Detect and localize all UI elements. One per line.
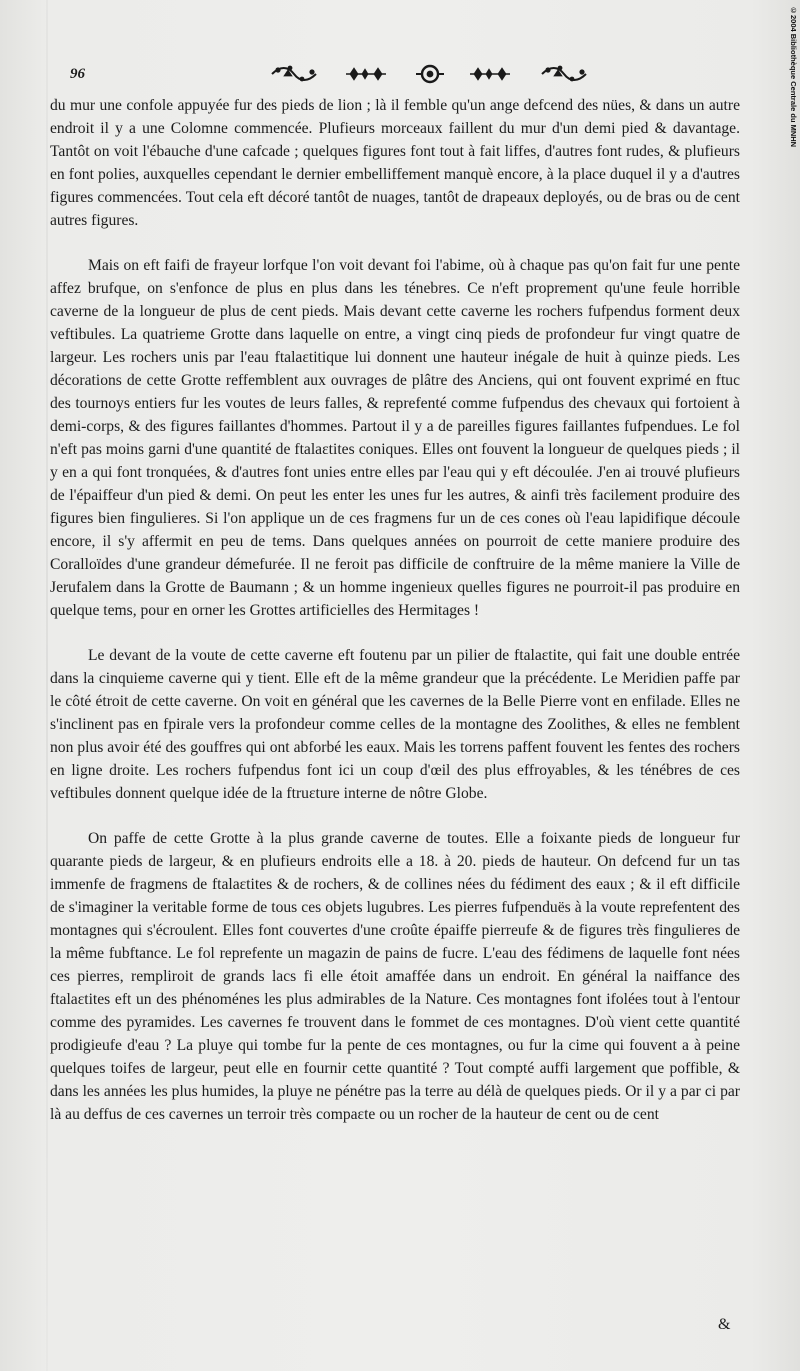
paragraph: Le devant de la voute de cette caverne eft foutenu par un pilier de ftalaɛtite, qui fait une double entrée dans la cinquieme caverne qui y tient. Elle eft de la même grandeur que la précédente. Le Meridien paffe par le côté étroit de cette caverne. On voit en général que les cavernes de la Belle Pierre vont en enfilade. Elles ne s'inclinent pas en fpirale vers la profondeur comme celles de la montagne des Zoolithes, & elles ne femblent non plus avoir été des gouffres qui ont abforbé les eaux. Mais les torrens paffent fouvent les fentes des rochers en ligne droite. Les rochers fufpendus font ici un coup d'œil des plus effroyables, & les ténébres de ces veftibules donnent quelque idée de la ftruɛture interne de nôtre Globe.	[50, 647, 740, 802]
page-number: 96	[70, 66, 85, 82]
library-watermark: ©2004 Bibliothèque Centrale du MNHN	[789, 6, 798, 148]
paragraph: Mais on eft faifi de frayeur lorfque l'on voit devant foi l'abime, où à chaque pas qu'on fait fur une pente affez brufque, on s'enfonce de plus en plus dans les ténebres. Ce n'eft proprement qu'une feule horrible caverne de la longueur de plus de cent pieds. Mais devant cette caverne les rochers fufpendus forment deux veftibules. La quatrieme Grotte dans laquelle on entre, a vingt cinq pieds de profondeur fur vingt quatre de largeur. Les rochers unis par l'eau ftalaɛtitique lui donnent une hauteur inégale de huit à quinze pieds. Les décorations de cette Grotte reffemblent aux ouvrages de plâtre des Anciens, qui ont fouvent exprimé en ftuc des tournoys entiers fur les voutes de leurs falles, & reprefenté comme fufpendus des chevaux qui fortoient à demi-corps, & des figures faillantes d'hommes. Partout il y a de pareilles figures faillantes fufpendues. Le fol n'eft pas moins garni d'une quantité de ftalaɛtites coniques. Elles ont fouvent la longueur de quelques pieds ; il y en a qui font tronquées, & d'autres font unies entre elles par l'eau qui y eft découlée. J'en ai trouvé plufieurs de l'épaiffeur d'un pied & demi. On peut les enter les unes fur les autres, & ainfi très facilement produire des figures bien fingulieres. Si l'on applique un de ces fragmens fur un de ces cones où l'eau lapidifique découle encore, il s'y affermit en peu de tems. Dans quelques années on pourroit de cette maniere produire des Coralloïdes d'une grandeur démefurée. Il ne feroit pas difficile de conftruire de la même maniere la Ville de Jerufalem dans la Grotte de Baumann ; & un homme ingenieux quelles figures ne pourroit-il pas produire en quelque tems, pour en orner les Grottes artificielles des Hermitages !	[50, 257, 740, 619]
page-fold-shadow	[46, 0, 48, 1371]
page-header	[70, 62, 750, 88]
paragraph-continued: du mur une confole appuyée fur des pieds de lion ; là il femble qu'un ange defcend des nües, & dans un autre endroit il y a une Colomne commencée. Plufieurs morceaux faillent du mur d'un demi pied & davantage. Tantôt on voit l'ébauche d'une cafcade ; quelques figures font tout à fait liffes, d'autres font rudes, & plufieurs en font polies, auxquelles cependant le dernier embelliffement manquè encore, à la place duquel il y a d'autres figures commencées. Tout cela eft décoré tantôt de nuages, tantôt de drapeaux deployés, ou de bras ou de cent autres figures.	[50, 97, 740, 229]
page-body-text	[50, 94, 740, 1126]
catchword: &	[718, 1316, 731, 1333]
fleuron-ornament	[270, 62, 590, 86]
paragraph: On paffe de cette Grotte à la plus grande caverne de toutes. Elle a foixante pieds de longueur fur quarante pieds de largeur, & en plufieurs endroits elle a 18. à 20. pieds de hauteur. On defcend fur un tas immenfe de fragmens de ftalaɛtites & de rochers, & de collines nées du fédiment des eaux ; & il eft difficile de s'imaginer la veritable forme de tous ces objets lugubres. Les pierres fufpenduës à la voute reprefentent des montagnes qui s'écroulent. Elles font couvertes d'une croûte épaiffe pierreufe & de figures très fingulieres de la même fubftance. Le fol reprefente un magazin de pains de fucre. L'eau des fédimens de laquelle font nées ces pierres, rempliroit de grands lacs fi elle étoit amaffée dans un endroit. En général la naiffance des ftalaɛtites eft un des phénoménes les plus admirables de la Nature. Ces montagnes font ifolées tout à l'entour comme des pyramides. Les cavernes fe trouvent dans le fommet de ces montagnes. D'où vient cette quantité prodigieufe d'eau ? La pluye qui tombe fur la pente de ces montagnes, ou fur la cime qui fouvent a à peine quelques toifes de largeur, peut elle en fournir cette quantité ? Tout compté auffi largement que poffible, & dans les années les plus humides, la pluye ne pénétre pas la terre au délà de quelques pieds. Or il y a par ci par là au deffus de ces cavernes un terroir très compaɛte ou un rocher de la hauteur de cent ou de cent	[50, 830, 740, 1123]
